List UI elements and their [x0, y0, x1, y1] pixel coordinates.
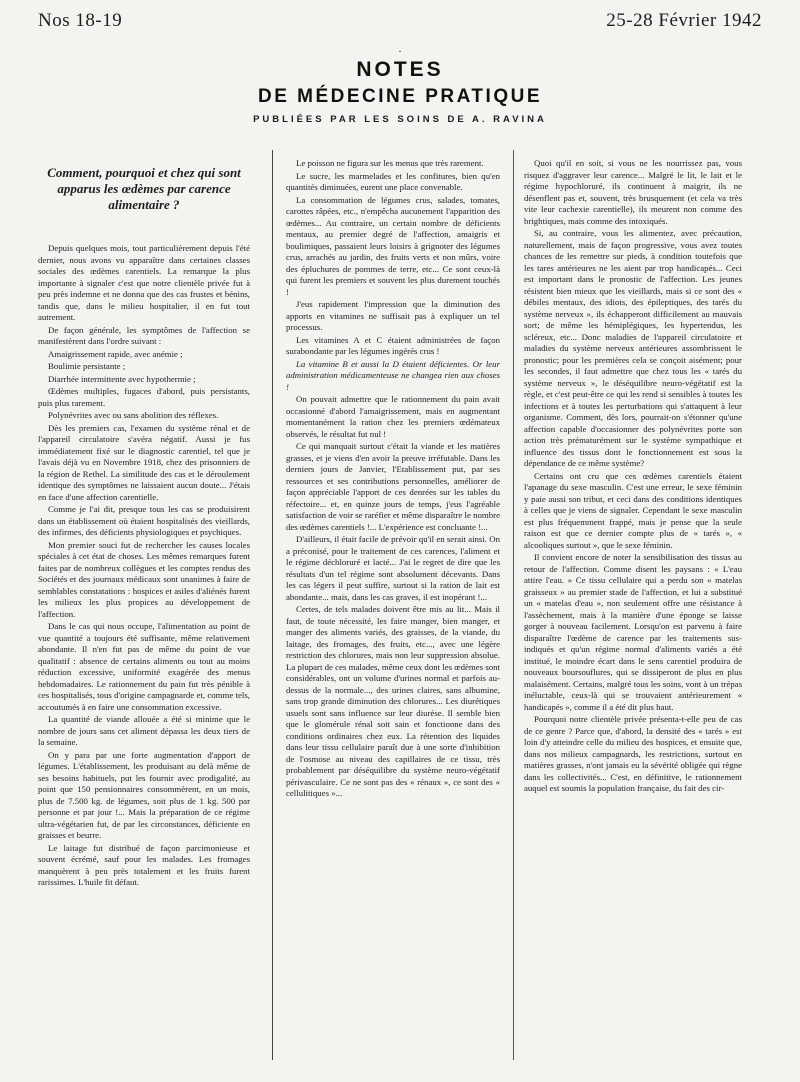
issue-number: Nos 18-19 — [38, 10, 123, 31]
paragraph: Les vitamines A et C étaient administrées de façon surabondante par les légumes ingérés crus ! — [286, 334, 500, 356]
paragraph: Mon premier souci fut de rechercher les causes locales spéciales à cet état de choses. Les mêmes remarques furent faites par de nombreux collègues et les comptes rendus des Sociétés et des journaux médicaux sont unanimes à faire de semblables constatations : hospices et asiles d'aliénés furent les milieux les plus propices au développement de l'affection. — [38, 539, 250, 619]
paragraph: Dans le cas qui nous occupe, l'alimentation au point de vue quantité a toujours été suffisante, même relativement abondante. Il n'en fut pas de même du point de vue qualitatif : absence de certains aliments ou tout au moins réduction excessive, uniformité exagérée des menus hebdomadaires. Le rationnement du pain fut très pénible à ces hospitalisés, tous d'origine campagnarde et, comme tels, accoutumés à en faire une consommation excessive. — [38, 621, 250, 712]
paragraph: Il convient encore de noter la sensibilisation des tissus au retour de l'affection. Comme disent les paysans : « L'eau attire l'eau. » Ce tissu cellulaire qui a perdu son « matelas graisseux » au premier stade de l'affection, et lui a substitué un « matelas d'eau », non seulement offre une résistance à l'assèchement, mais à la manière d'une éponge se laisse gorger à nouveau facilement. Lorsqu'on est parvenu à faire disparaître l'œdème de carence par les traitements sus-indiqués et qu'un régime normal d'aliments variés a été institué, le moindre écart dans le sens carentiel produira de nouveaux boursouflures, qui se dissiperont de plus en plus malaisément. Certains, malgré tous les soins, vont à un trépas inéluctable, ceux-là qui se trouvaient antérieurement « handicapés », comme il a été dit plus haut. — [524, 552, 742, 712]
paragraph: Depuis quelques mois, tout particulièrement depuis l'été dernier, nous avons vu apparaître dans certaines classes sociales des œdèmes carentiels. La remarque la plus importante à signaler c'est que notre clientèle privée fut à peu près indemne et ne donna que des cas frustes et bénins, tandis que, dans le milieu hospitalier, il en fut tout autrement. — [38, 243, 250, 322]
section-title-line2: DE MÉDECINE PRATIQUE — [257, 86, 542, 107]
paragraph: Le sucre, les marmelades et les confitures, bien qu'en quantités diminuées, eurent une place convenable. — [286, 170, 500, 192]
article-column-1 — [38, 165, 250, 890]
paragraph: Certes, de tels malades doivent être mis au lit... Mais il faut, de toute nécessité, les faire manger, bien manger, et manger des aliments variés, des graisses, de la viande, du laitage, des fromages, des fruits, etc..., avec une légère restriction des chlorures, mais non leur suppression absolue. La plupart de ces malades, même ceux dont les œdèmes sont considérables, ont un volume d'urines normal et parfois au-dessus de la normale..., des urines claires, sans albumine, sans trop grande diminution des chlorures... Les diurétiques usuels sont sans influence sur leur diurèse. Il semble bien que le glomérule rénal soit sain et fonctionne dans des conditions ordinaires chez eux. La rétention des liquides dans leur tissu cellulaire paraît due à une sorte d'inhibition de l'osmose au niveau des capillaires de ce tissu, très probablement par déséquilibre du système neuro-végétatif périvasculaire. Ce ne sont pas des « rénaux », ce sont des « cellulitiques »... — [286, 604, 500, 798]
paragraph: On pouvait admettre que le rationnement du pain avait occasionné d'abord l'amaigrissement, mais en augmentant momentanément la ration chez les premiers œdémateux observés, le résultat fut nul ! — [286, 394, 500, 439]
paragraph: Si, au contraire, vous les alimentez, avec précaution, naturellement, mais de façon progressive, vous avez toutes chances de les remettre sur pieds, à condition toutefois que les tares antérieures ne les aient par trop handicapés... Ceci est important dans le pronostic de l'affection. Les jeunes résistent bien mieux que les vieillards, mais si ce sont des « débiles mentaux, des idiots, des épileptiques, des tarés du système nerveux », ils échapperont difficilement au mauvais sort; de même les hémiplégiques, les hypertendus, les scléreux, etc... Donc maladies de l'appareil circulatoire et maladies du système nerveux antérieures assombrissent le pronostic; pour les premières cela se conçoit aisément; pour les secondes, il faut admettre que chez tous les « tarés du système nerveux », le déséquilibre neuro-végétatif est la règle, et c'est peut-être ce qui les rend si sensibles à toutes les infections et à toutes les perturbations qui s'attaquent à leur organisme. Comment, dès lors, pourrait-on s'étonner qu'une affection capable d'occasionner des polynévrites porte son action très prématurément sur le système sympathique et influence des tissus dont le fonctionnement est sous la dépendance de ce même système? — [524, 228, 742, 468]
paragraph: La consommation de légumes crus, salades, tomates, carottes râpées, etc., n'empêcha aucunement l'apparition des œdèmes... Au contraire, un certain nombre de déficients mentaux, au premier degré de l'affection, amaigris et boulimiques, passaient leurs loisirs à grignoter des légumes crus, arrachés au jardin, des fruits verts et non mûrs, voire des épluchures de pommes de terre, etc... Ce sont ceux-là qui furent les premiers et souvent les plus durement touchés ! — [286, 194, 500, 297]
paragraph: Le poisson ne figura sur les menus que très rarement. — [296, 158, 484, 168]
paragraph: Certains ont cru que ces œdèmes carentiels étaient l'apanage du sexe masculin. C'est une erreur, le sexe féminin y paie aussi son tribut, et ceci dans des conditions identiques à celles que je viens de signaler. Cependant le sexe masculin est plus fréquemment frappé, mais je pense que la seule raison est que ce dernier compte plus de « tarés », « alcooliques surtout », que le sexe féminin. — [524, 470, 742, 550]
paragraph: La quantité de viande allouée a été si minime que le nombre de jours sans cet aliment dépassa les deux tiers de la semaine. — [38, 714, 250, 747]
symptom-item: Boulimie persistante ; — [48, 361, 126, 371]
paragraph: On y para par une forte augmentation d'apport de légumes. L'établissement, les produisant au delà même de ses besoins habituels, put les fournir avec prodigalité, au point que 150 pensionnaires consommèrent, en un mois, plus de 7.500 kg. de légumes, soit plus de 1 kg. 500 par personne et par jour !... Mais la préparation de ce régime ultra-végétarien fut, de par les circonstances, déficiente en graisses et beurre. — [38, 749, 250, 840]
paragraph: Quoi qu'il en soit, si vous ne les nourrissez pas, vous risquez d'aggraver leur carence... Malgré le lit, le lait et le régime hypochloruré, ils continuent à maigrir, ils ne désenflent pas et, souvent, très brusquement (et cela va très vite leur cachexie carentielle), ils meurent non comme des brightiques, mais comme des intoxiqués. — [524, 158, 742, 226]
paragraph: De façon générale, les symptômes de l'affection se manifestèrent dans l'ordre suivant : — [38, 324, 250, 346]
paragraph: Comme je l'ai dit, presque tous les cas se produisirent dans un établissement où étaient hospitalisés des vieillards, des infirmes, des déficients physiologiques et psychiques. — [38, 504, 250, 537]
article-column-2 — [286, 158, 500, 801]
symptom-item: Amaigrissement rapide, avec anémie ; — [48, 348, 183, 359]
section-title-line1: NOTES — [356, 58, 444, 81]
issue-date: 25-28 Février 1942 — [606, 10, 762, 31]
column-divider — [272, 150, 273, 1060]
article-title: Comment, pourquoi et chez qui sont apparus les œdèmes par carence alimentaire ? — [47, 165, 241, 212]
symptom-item: Polynévrites avec ou sans abolition des réflexes. — [48, 410, 219, 420]
paragraph: J'eus rapidement l'impression que la diminution des apports en vitamines ne suffisait pas à expliquer un tel processus. — [286, 299, 500, 332]
paragraph: D'ailleurs, il était facile de prévoir qu'il en serait ainsi. On a préconisé, pour le traitement de ces carences, l'aliment et le régime déchloruré et lacté... J'ai le regret de dire que les résultats d'un tel régime sont absolument décevants. Dans les cas légers il peut suffire, surtout si la ration de lait est abondante... mais, dans les cas graves, il est inopérant !... — [286, 534, 500, 602]
paragraph: Dès les premiers cas, l'examen du système rénal et de l'appareil circulatoire s'avéra négatif. Aussi je fus immédiatement fixé sur le diagnostic carentiel, tel que je l'avais déjà vu en Novembre 1918, chez des prisonniers de la région de Rethel. La similitude des cas et le déroulement identique des symptômes ne laissaient aucun doute... J'étais en face d'une affection carentielle. — [38, 422, 250, 502]
page-header — [38, 10, 762, 32]
section-subtitle: PUBLIÉES PAR LES SOINS DE A. RAVINA — [253, 114, 547, 125]
article-column-3 — [524, 158, 742, 796]
paragraph: Le laitage fut distribué de façon parcimonieuse et souvent écrémé, sauf pour les malades. Les fromages manquèrent à peu près totalement et les fruits furent rarissimes. L'huile fit défaut. — [38, 842, 250, 887]
paragraph: Ce qui manquait surtout c'était la viande et les matières grasses, et je viens d'en avoir la preuve irréfutable. Dans les derniers jours de Janvier, l'Etablissement put, par ses ressources et ses contributions personnelles, améliorer de façon appréciable l'apport de ces denrées sur les tables du réfectoire... et, en quinze jours de temps, j'eus l'agréable satisfaction de voir se raréfier et même disparaître le nombre des œdèmes carentiels !... L'expérience est concluante !... — [286, 441, 500, 532]
paragraph: Pourquoi notre clientèle privée présenta-t-elle peu de cas de ce genre ? Parce que, d'abord, la densité des « tarés » est loin d'y atteindre celle du milieu des hospices, et ensuite que, dans nos milieux campagnards, les restrictions, surtout en matières grasses, n'ont jamais eu la sévérité obligée qui règne dans les collectivités... C'est, en définitive, le rationnement auquel est soumis la population française, du fait des cir- — [524, 714, 742, 793]
symptom-item: Diarrhée intermittente avec hypothermie ; — [48, 373, 196, 384]
column-divider — [513, 150, 514, 1060]
paragraph-emphasis: La vitamine B et aussi la D étaient déficientes. Or leur administration médicamenteuse ne changea rien aux choses ! — [286, 358, 500, 392]
decorative-dot: · — [398, 44, 402, 58]
symptom-item: Œdèmes multiples, fugaces d'abord, puis persistants, puis plus rarement. — [38, 386, 250, 408]
